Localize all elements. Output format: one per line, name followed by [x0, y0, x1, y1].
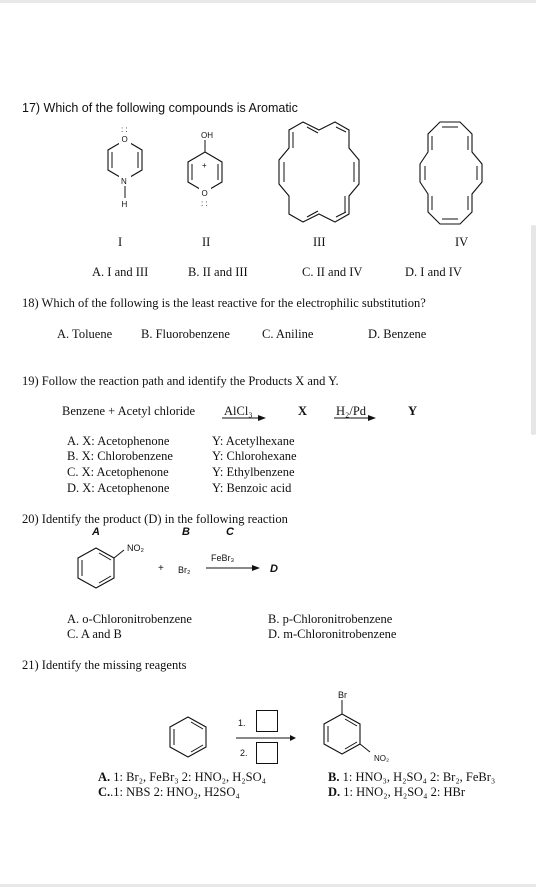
- q17-i-hydrogen: H: [121, 200, 128, 209]
- q17-question: 17) Which of the following compounds is Aromatic: [22, 101, 298, 115]
- q17-option-a[interactable]: A. I and III: [92, 265, 149, 279]
- q20-product-d: D: [270, 563, 278, 575]
- q21-step2-blank[interactable]: [256, 742, 278, 764]
- q20-br2: Br₂: [178, 565, 191, 575]
- q21-step1-blank[interactable]: [256, 710, 278, 732]
- q21-option-d-letter: D.: [328, 785, 341, 799]
- q17-structure-iv: [418, 118, 488, 228]
- q19-reactants: Benzene + Acetyl chloride: [62, 404, 196, 418]
- q21-step1-number: 1.: [238, 718, 246, 728]
- q19-arrow-1: [222, 417, 270, 425]
- q20-letter-c: C: [226, 526, 234, 538]
- q20-option-d[interactable]: D. m-Chloronitrobenzene: [268, 627, 397, 641]
- q17-structure-iii: [275, 118, 365, 228]
- q17-i-oxygen: O: [121, 135, 128, 144]
- q21-option-c-text: .1: NBS 2: HNO₂, H2SO₄: [110, 785, 240, 799]
- q19-question: 19) Follow the reaction path and identify the Products X and Y.: [22, 374, 339, 388]
- svg-text:: :: : :: [121, 125, 128, 134]
- q17-structure-i: [100, 125, 150, 218]
- q17-label-i: I: [118, 235, 123, 249]
- q20-question: 20) Identify the product (D) in the following reaction: [22, 512, 288, 526]
- q20-febr3: FeBr₃: [211, 553, 235, 563]
- q21-option-b-text: 1: HNO₃, H₂SO₄ 2: Br₂, FeBr₃: [339, 770, 496, 784]
- q19-reagent-2: H₂/Pd: [336, 404, 367, 418]
- q21-br-label: Br: [338, 690, 347, 700]
- q20-plus: +: [158, 563, 164, 574]
- q21-option-a[interactable]: [98, 770, 266, 784]
- q21-option-d-text: 1: HNO₂, H₂SO₄ 2: HBr: [340, 785, 466, 799]
- q21-benzene: [166, 715, 216, 765]
- q21-option-b-letter: B.: [328, 770, 340, 784]
- q17-structure-ii: [180, 128, 230, 218]
- q19-arrow-2: [334, 417, 382, 425]
- q18-option-d[interactable]: D. Benzene: [368, 327, 427, 341]
- q17-label-ii: II: [202, 235, 211, 249]
- q19-option-d-x[interactable]: D. X: Acetophenone: [67, 481, 170, 495]
- q17-option-d[interactable]: D. I and IV: [405, 265, 462, 279]
- q19-option-b-y: Y: Chlorohexane: [212, 449, 297, 463]
- q19-option-d-y: Y: Benzoic acid: [212, 481, 292, 495]
- q21-question: 21) Identify the missing reagents: [22, 658, 187, 672]
- q19-option-b-x[interactable]: B. X: Chlorobenzene: [67, 449, 173, 463]
- q17-ii-oh: OH: [201, 131, 213, 140]
- q18-question: 18) Which of the following is the least reactive for the electrophilic substitution?: [22, 296, 426, 310]
- q17-option-c[interactable]: C. II and IV: [302, 265, 363, 279]
- q18-option-a[interactable]: A. Toluene: [57, 327, 113, 341]
- q21-option-a-text: 1: Br₂, FeBr₃ 2: HNO₂, H₂SO₄: [110, 770, 266, 784]
- q19-option-a-x[interactable]: A. X: Acetophenone: [67, 434, 170, 448]
- q20-letter-b: B: [182, 526, 190, 538]
- q17-option-b[interactable]: B. II and III: [188, 265, 248, 279]
- q17-ii-oxygen: O: [201, 189, 208, 198]
- q19-option-c-x[interactable]: C. X: Acetophenone: [67, 465, 169, 479]
- scrollbar-thumb[interactable]: [531, 225, 536, 435]
- q21-option-a-letter: A.: [98, 770, 111, 784]
- q21-option-b[interactable]: [328, 770, 495, 784]
- q20-arrow: [206, 567, 262, 575]
- q21-option-d[interactable]: [328, 785, 465, 799]
- q20-no2-label: NO₂: [127, 543, 144, 553]
- q21-step2-number: 2.: [240, 748, 248, 758]
- q19-reagent-1: AlCl₃: [224, 404, 253, 418]
- top-border: [0, 0, 536, 3]
- q19-option-a-y: Y: Acetylhexane: [212, 434, 295, 448]
- q21-no2-label: NO₂: [374, 754, 390, 763]
- q17-ii-plus: +: [202, 161, 207, 170]
- q20-option-c[interactable]: C. A and B: [67, 627, 122, 641]
- q21-option-c-letter: C.: [98, 785, 111, 799]
- q20-option-b[interactable]: B. p-Chloronitrobenzene: [268, 612, 393, 626]
- q17-label-iv: IV: [455, 235, 469, 249]
- q19-product-x: X: [298, 404, 308, 418]
- q18-option-c[interactable]: C. Aniline: [262, 327, 314, 341]
- q17-i-nitrogen: N: [121, 177, 127, 186]
- q19-product-y: Y: [408, 404, 418, 418]
- q21-option-c[interactable]: [98, 785, 240, 799]
- q17-label-iii: III: [313, 235, 326, 249]
- q19-option-c-y: Y: Ethylbenzene: [212, 465, 295, 479]
- q20-letter-a: A: [92, 526, 100, 538]
- q20-option-a[interactable]: A. o-Chloronitrobenzene: [67, 612, 192, 626]
- svg-text:: :: : :: [201, 199, 208, 208]
- q18-option-b[interactable]: B. Fluorobenzene: [141, 327, 230, 341]
